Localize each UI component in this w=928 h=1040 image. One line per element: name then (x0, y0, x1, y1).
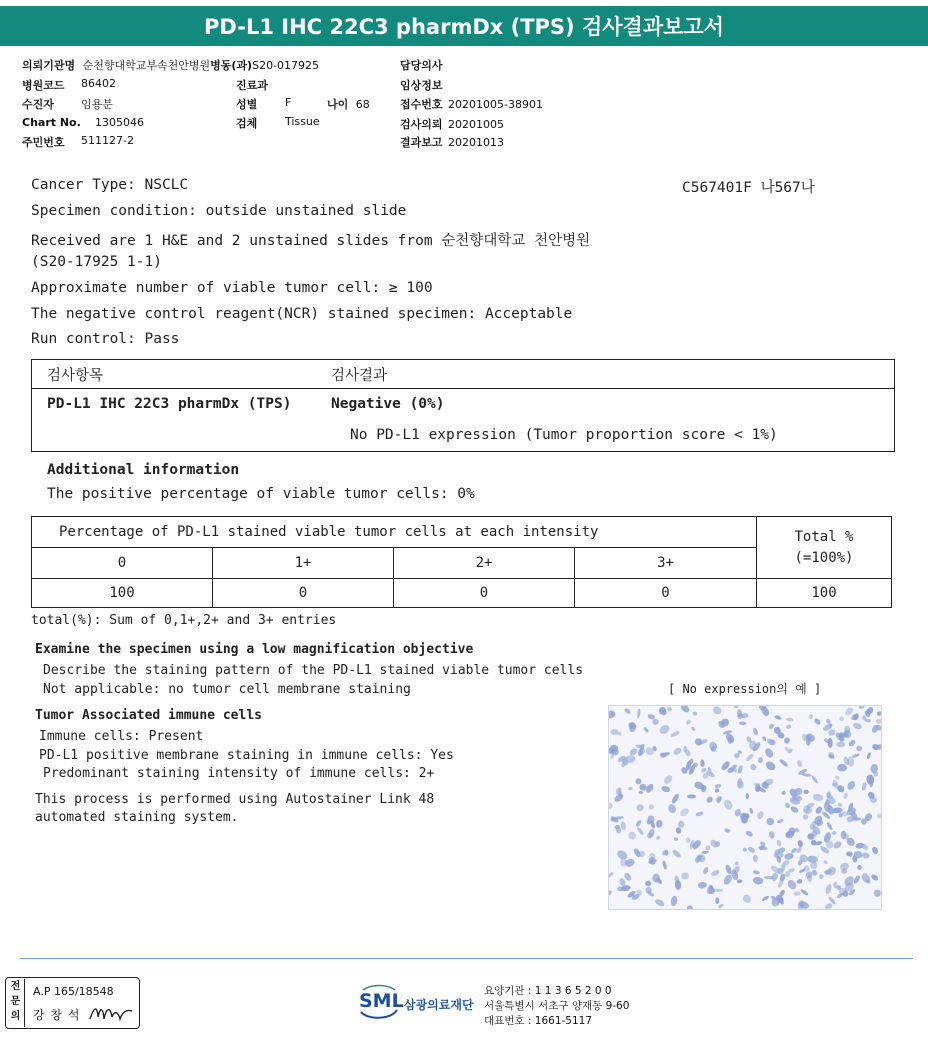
received-line: Received are 1 H&E and 2 unstained slides from 순천향대학교 천안병원 (31, 233, 591, 249)
footer-separator (20, 958, 913, 959)
hospital-code-value: 86402 (81, 77, 116, 90)
total-header-line1: Total % (794, 528, 854, 545)
positive-percentage: The positive percentage of viable tumor cells: 0% (47, 486, 475, 502)
sex-value: F (285, 96, 292, 109)
department-label: 진료과 (236, 79, 268, 92)
age-label: 나이 (327, 98, 349, 111)
examine-line1: Describe the staining pattern of the PD-L1 stained viable tumor cells (43, 663, 584, 678)
intensity-total: 100 (757, 579, 892, 608)
ward-value: S20-017925 (252, 59, 320, 72)
result-value: Negative (0%) (331, 396, 445, 412)
receipt-value: 20201005-38901 (448, 98, 543, 111)
footer-address: 서울특별시 서초구 양재동 9-60 (484, 1000, 630, 1012)
foundation-name: 삼광의료재단 (404, 998, 474, 1012)
immune-title: Tumor Associated immune cells (35, 708, 262, 723)
received-ref: (S20-17925 1-1) (31, 254, 162, 270)
header-clinical-info (400, 77, 443, 93)
intensity-col-1plus: 1+ (213, 548, 394, 579)
sex-label: 성별 (236, 98, 258, 111)
total-note: total(%): Sum of 0,1+,2+ and 3+ entries (31, 613, 337, 628)
request-date-label: 검사의뢰 (400, 118, 443, 131)
institution-label: 의뢰기관명 (22, 59, 76, 72)
hospital-code-label: 병원코드 (22, 79, 65, 92)
process-line2: automated staining system. (35, 810, 239, 825)
viable-cells: Approximate number of viable tumor cell: ≥ 100 (31, 280, 433, 296)
result-detail: No PD-L1 expression (Tumor proportion score < 1%) (350, 427, 778, 443)
care-institution: 요양기관 : 1 1 3 6 5 2 0 0 (484, 985, 612, 997)
image-caption: [ No expression의 예 ] (668, 682, 822, 696)
header-sex (236, 96, 292, 112)
report-title: PD-L1 IHC 22C3 pharmDx (TPS) 검사결과보고서 (0, 6, 928, 46)
header-chart-no (22, 116, 144, 129)
intensity-val-2plus: 0 (394, 579, 575, 608)
intensity-col-0: 0 (32, 548, 213, 579)
receipt-label: 접수번호 (400, 98, 443, 111)
examine-title: Examine the specimen using a low magnification objective (35, 642, 474, 657)
header-patient (22, 96, 113, 112)
stamp-id: A.P 165/18548 (33, 985, 114, 998)
header-request-date (400, 116, 504, 132)
header-age (327, 96, 370, 112)
doctor-label: 담당의사 (400, 59, 443, 72)
header-department (236, 77, 268, 93)
chart-no-label: Chart No. (22, 116, 81, 129)
immune-line2: PD-L1 positive membrane staining in immune cells: Yes (39, 748, 454, 763)
total-header (757, 517, 892, 579)
result-item: PD-L1 IHC 22C3 pharmDx (TPS) (47, 396, 292, 412)
intensity-col-3plus: 3+ (575, 548, 757, 579)
intensity-col-2plus: 2+ (394, 548, 575, 579)
request-date-value: 20201005 (448, 118, 505, 131)
result-header-result: 검사결과 (331, 368, 388, 384)
clinical-info-label: 임상정보 (400, 79, 443, 92)
patient-label: 수진자 (22, 98, 54, 111)
cancer-type: Cancer Type: NSCLC (31, 177, 189, 193)
signature-mark (88, 1001, 134, 1025)
cell-nucleus (665, 850, 669, 856)
intensity-val-3plus: 0 (575, 579, 757, 608)
result-divider (31, 388, 895, 389)
header-institution (22, 57, 319, 73)
total-header-line2: (=100%) (794, 549, 854, 566)
institution-value: 순천향대학교부속천안병원 (82, 59, 211, 72)
header-report-date (400, 134, 504, 150)
header-hospital-code (22, 77, 116, 93)
resident-no-label: 주민번호 (22, 136, 65, 149)
intensity-table (31, 516, 892, 608)
intensity-val-1plus: 0 (213, 579, 394, 608)
sml-logo-text: SML (359, 990, 404, 1012)
header-specimen (236, 115, 320, 131)
header-doctor (400, 57, 443, 73)
result-header-item: 검사항목 (47, 368, 104, 384)
cell-nucleus (687, 794, 696, 798)
sample-code: C567401F 나567나 (682, 180, 815, 196)
cell-nucleus (715, 897, 719, 904)
footer-phone: 대표번호 : 1661-5117 (484, 1015, 593, 1027)
header-receipt (400, 96, 543, 112)
patient-value: 임용분 (81, 98, 113, 111)
intensity-val-0: 100 (32, 579, 213, 608)
additional-title: Additional information (47, 462, 240, 478)
chart-no-value: 1305046 (95, 116, 144, 129)
examine-line2: Not applicable: no tumor cell membrane staining (43, 682, 411, 697)
run-control: Run control: Pass (31, 331, 180, 347)
ncr-result: The negative control reagent(NCR) stained specimen: Acceptable (31, 306, 573, 322)
report-date-value: 20201013 (448, 136, 505, 149)
resident-no-value: 511127-2 (81, 134, 134, 147)
specimen-condition: Specimen condition: outside unstained slide (31, 203, 407, 219)
immune-line1: Immune cells: Present (39, 729, 204, 744)
header-resident-no (22, 134, 134, 150)
stamp-side-label: 전문의 (7, 979, 25, 1027)
specimen-label: 검체 (236, 117, 258, 130)
age-value: 68 (355, 98, 370, 111)
immune-line3: Predominant staining intensity of immune cells: 2+ (43, 766, 435, 781)
no-expression-sample-image (608, 705, 882, 910)
intensity-header: Percentage of PD-L1 stained viable tumor cells at each intensity (32, 517, 757, 548)
cell-nucleus (678, 821, 684, 828)
process-line1: This process is performed using Autostainer Link 48 (35, 792, 435, 807)
specimen-value: Tissue (285, 115, 320, 128)
report-date-label: 결과보고 (400, 136, 443, 149)
ward-label: 병동(과) (210, 59, 253, 72)
stamp-name: 강 창 석 (33, 1008, 81, 1022)
